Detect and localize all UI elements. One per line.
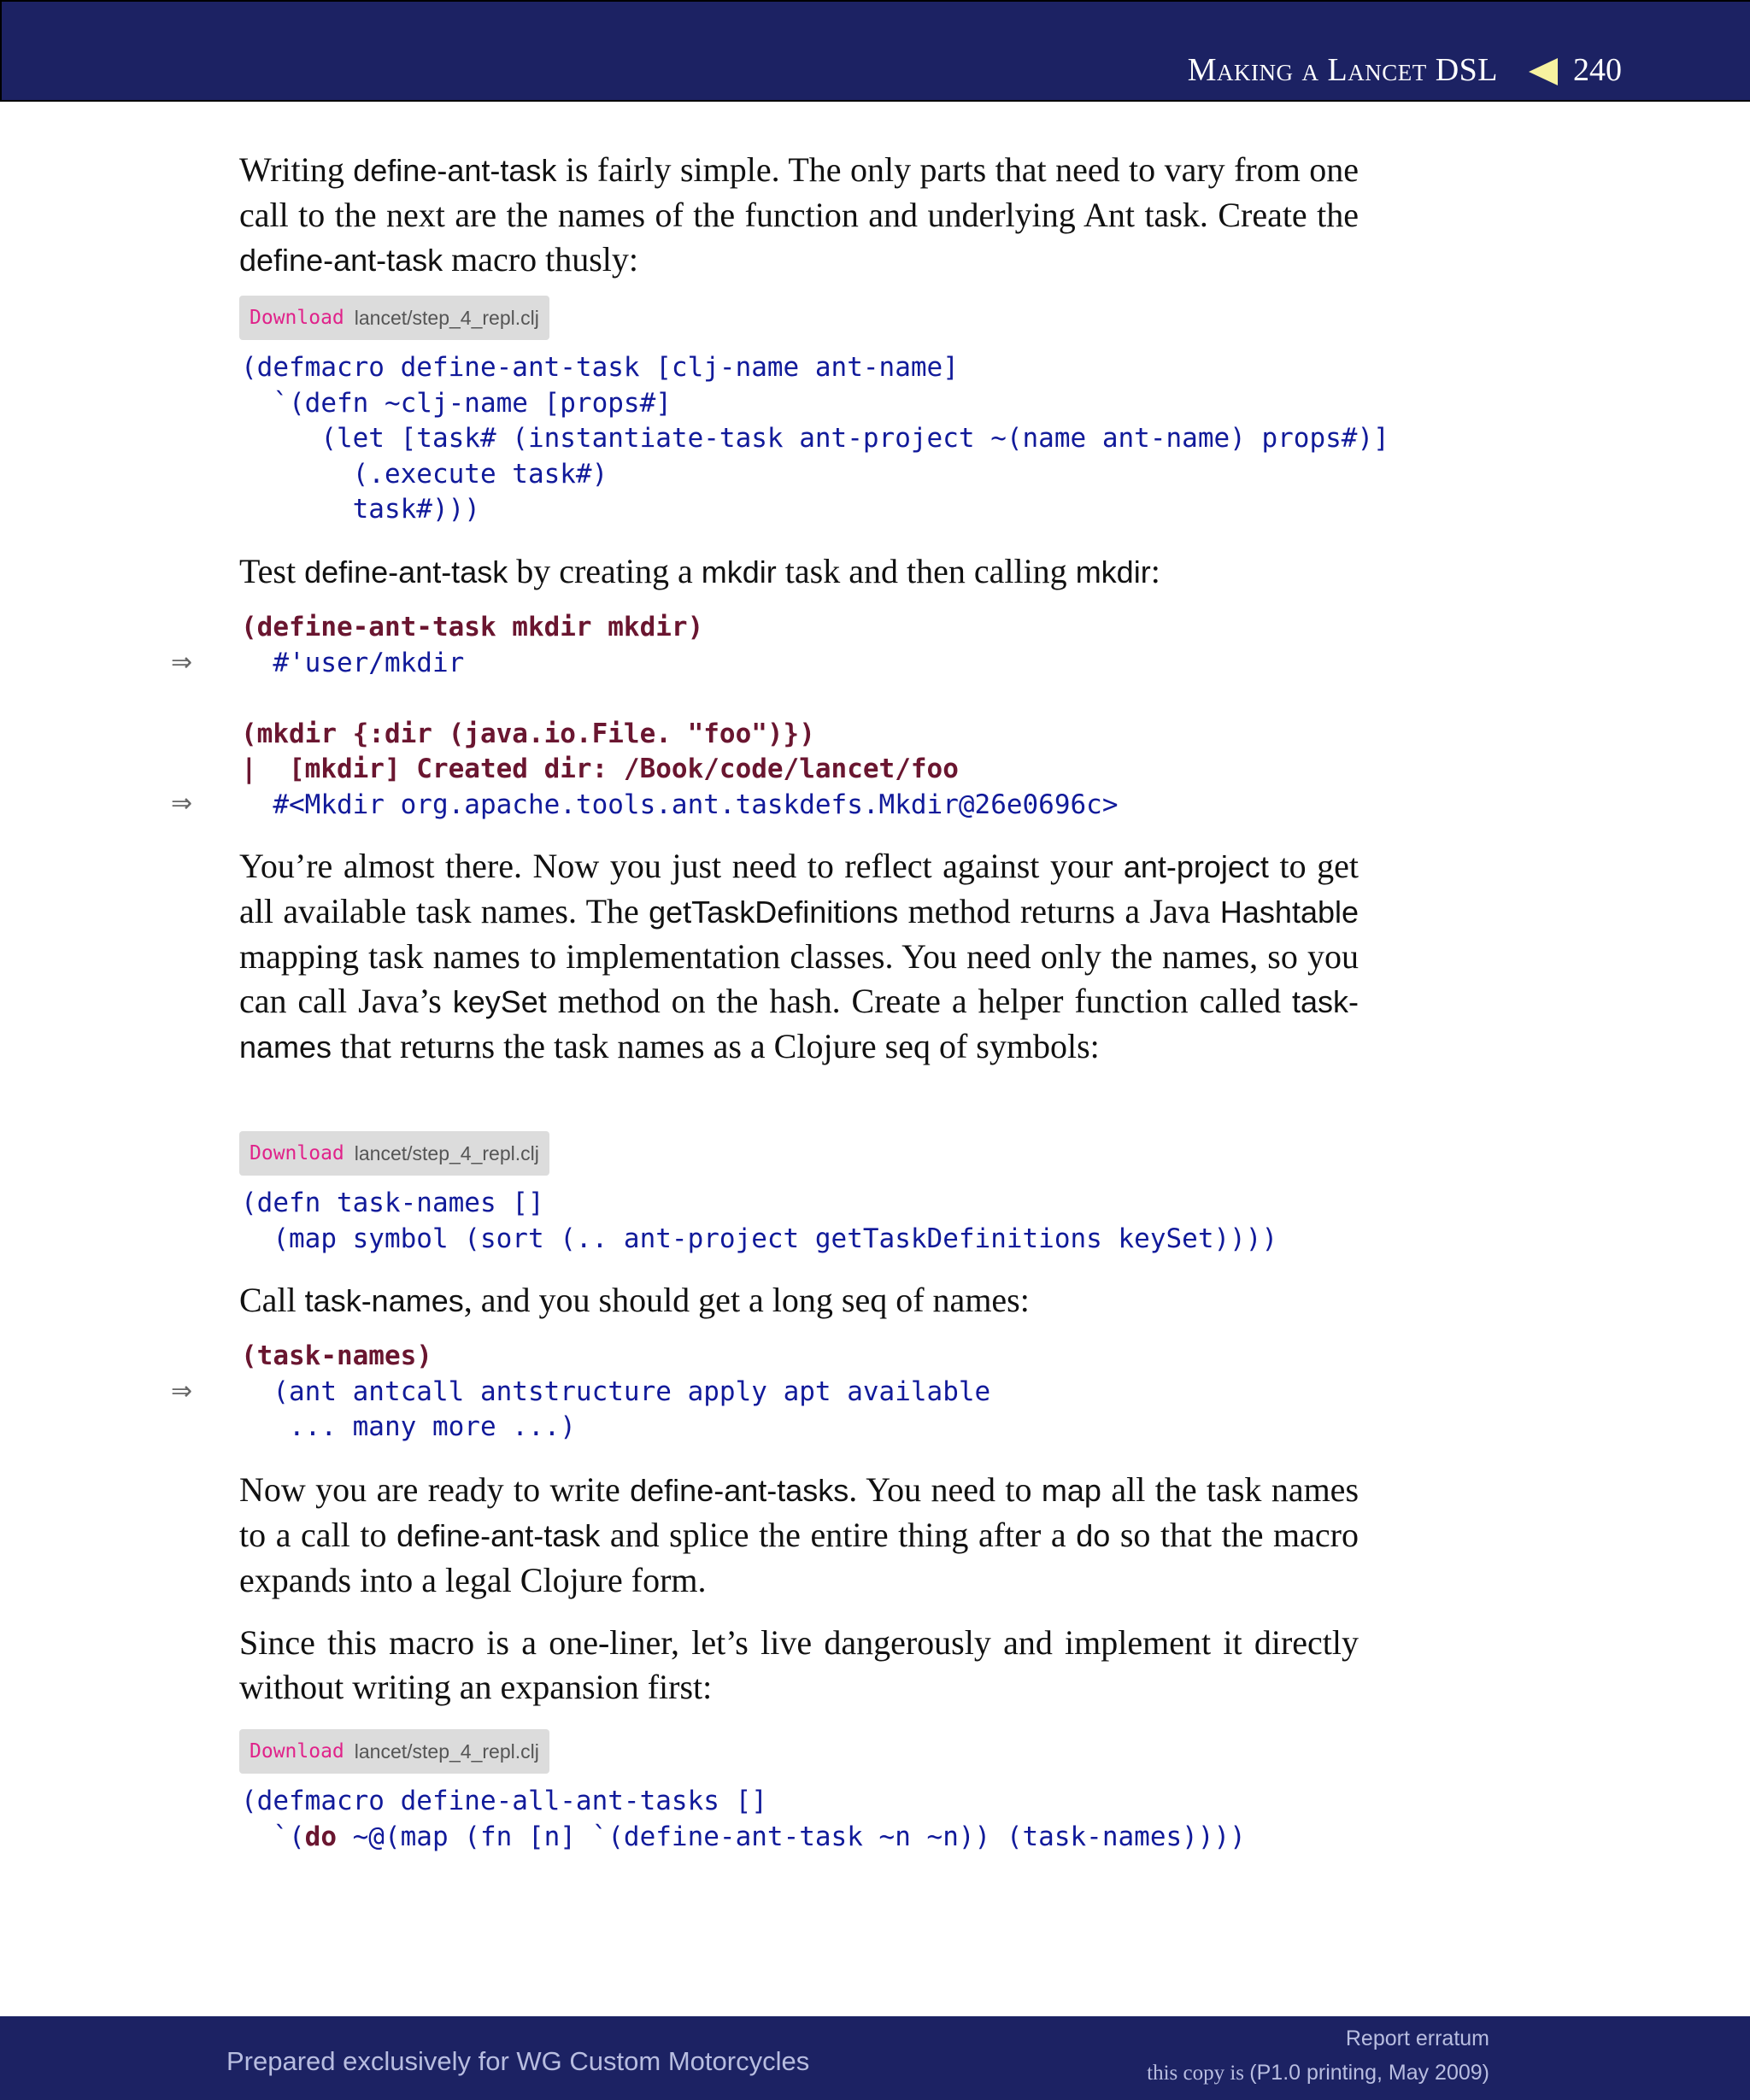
result-arrow-icon: ⇒ [171, 648, 193, 678]
code-line: (map symbol (sort (.. ant-project getTaskDefinitions keySet)))) [241, 1223, 1278, 1254]
download-link[interactable] [239, 1131, 549, 1176]
paragraph-1 [239, 148, 1359, 283]
repl-result: ... many more ...) [273, 1411, 576, 1442]
result-arrow-icon: ⇒ [171, 1376, 193, 1406]
repl-session-mkdir [241, 610, 1119, 823]
page-number: 240 [1573, 52, 1622, 88]
code-term: Hashtable [1219, 895, 1359, 930]
paragraph-6 [239, 1621, 1359, 1710]
code-term: define-ant-tasks [630, 1473, 849, 1508]
code-term: define-ant-task [396, 1518, 601, 1553]
code-term: define-ant-task [239, 243, 443, 278]
repl-input: (task-names) [241, 1340, 432, 1371]
code-block-define-ant-task [241, 350, 1389, 528]
text: is fairly simple. The only parts that need to vary from one call to the next are the names of the function and underlying Ant task. Create the [239, 150, 1359, 234]
code-term: keySet [452, 984, 547, 1019]
code-block-task-names [241, 1186, 1277, 1257]
report-erratum-link[interactable]: Report erratum [1345, 2027, 1489, 2050]
code-line: `(defn ~clj-name [props#] [241, 387, 672, 419]
code-line: task#))) [241, 494, 480, 525]
repl-session-task-names [241, 1339, 990, 1446]
previous-page-icon[interactable] [1529, 58, 1558, 85]
download-link[interactable] [239, 296, 549, 340]
code-term: mkdir [1075, 554, 1151, 590]
text: macro thusly: [443, 240, 638, 279]
download-label[interactable]: Download [250, 1142, 344, 1164]
code-line: `(do ~@(map (fn [n] `(define-ant-task ~n ~n)) (task-names)))) [241, 1821, 1246, 1852]
paragraph-3: You’re almost there. Now you just need to reflect against your ant-project to get all available task names. The getTaskDefinitions method returns a Java Hashtable mapping task names to implementation classes. You need only the names, so you can call Java’s keySet method on the hash. Create a helper function called task-names that returns the task names as a Clojure seq of symbols: [239, 847, 1359, 1065]
chapter-title: Making a Lancet DSL [1187, 52, 1498, 88]
download-label[interactable]: Download [250, 1740, 344, 1763]
repl-input: (define-ant-task mkdir mkdir) [241, 612, 704, 642]
code-term: task-names [239, 984, 1359, 1065]
download-path[interactable]: lancet/step_4_repl.clj [354, 1141, 539, 1164]
code-line: (defn task-names [] [241, 1188, 544, 1218]
code-term: define-ant-task [304, 554, 508, 590]
code-term: ant-project [1123, 849, 1269, 884]
paragraph-4: Call task-names, and you should get a long seq of names: [239, 1281, 1030, 1319]
page-header [0, 0, 1750, 102]
code-term: task-names [304, 1283, 464, 1318]
prepared-for-notice: Prepared exclusively for WG Custom Motorcycles [226, 2046, 810, 2076]
code-term: getTaskDefinitions [649, 895, 899, 930]
repl-result: (ant antcall antstructure apply apt available [273, 1376, 991, 1407]
paragraph-text: Since this macro is a one-liner, let’s live dangerously and implement it directly without writing an expansion first: [239, 1623, 1359, 1706]
page-footer [0, 2016, 1750, 2100]
repl-result: #<Mkdir org.apache.tools.ant.taskdefs.Mkdir@26e0696c> [273, 789, 1119, 820]
code-line: (.execute task#) [241, 458, 608, 490]
repl-input: (mkdir {:dir (java.io.File. "foo")}) [241, 718, 815, 749]
download-label[interactable]: Download [250, 307, 344, 329]
code-block-define-all-ant-tasks [241, 1784, 1246, 1855]
printing-info: this copy is (P1.0 printing, May 2009) [1147, 2061, 1489, 2085]
code-line: (defmacro define-all-ant-tasks [] [241, 1786, 767, 1816]
code-term: define-ant-task [353, 153, 557, 188]
paragraph-5: Now you are ready to write define-ant-tasks. You need to map all the task names to a call to define-ant-task and splice the entire thing after a do so that the macro expands into a legal Clojure form. [239, 1470, 1359, 1599]
code-term: mkdir [701, 554, 777, 590]
download-link[interactable] [239, 1729, 549, 1774]
code-line: (defmacro define-ant-task [clj-name ant-name] [241, 352, 959, 383]
code-line: (let [task# (instantiate-task ant-project ~(name ant-name) props#)] [241, 423, 1389, 454]
code-term: map [1041, 1473, 1101, 1508]
download-path[interactable]: lancet/step_4_repl.clj [354, 306, 539, 329]
paragraph-2: Test define-ant-task by creating a mkdir task and then calling mkdir: [239, 552, 1160, 590]
text: Writing [239, 150, 354, 189]
download-path[interactable]: lancet/step_4_repl.clj [354, 1739, 539, 1763]
result-arrow-icon: ⇒ [171, 789, 193, 818]
repl-result: #'user/mkdir [273, 647, 465, 678]
repl-output: | [mkdir] Created dir: /Book/code/lancet/foo [241, 754, 959, 784]
code-term: do [1076, 1518, 1111, 1553]
